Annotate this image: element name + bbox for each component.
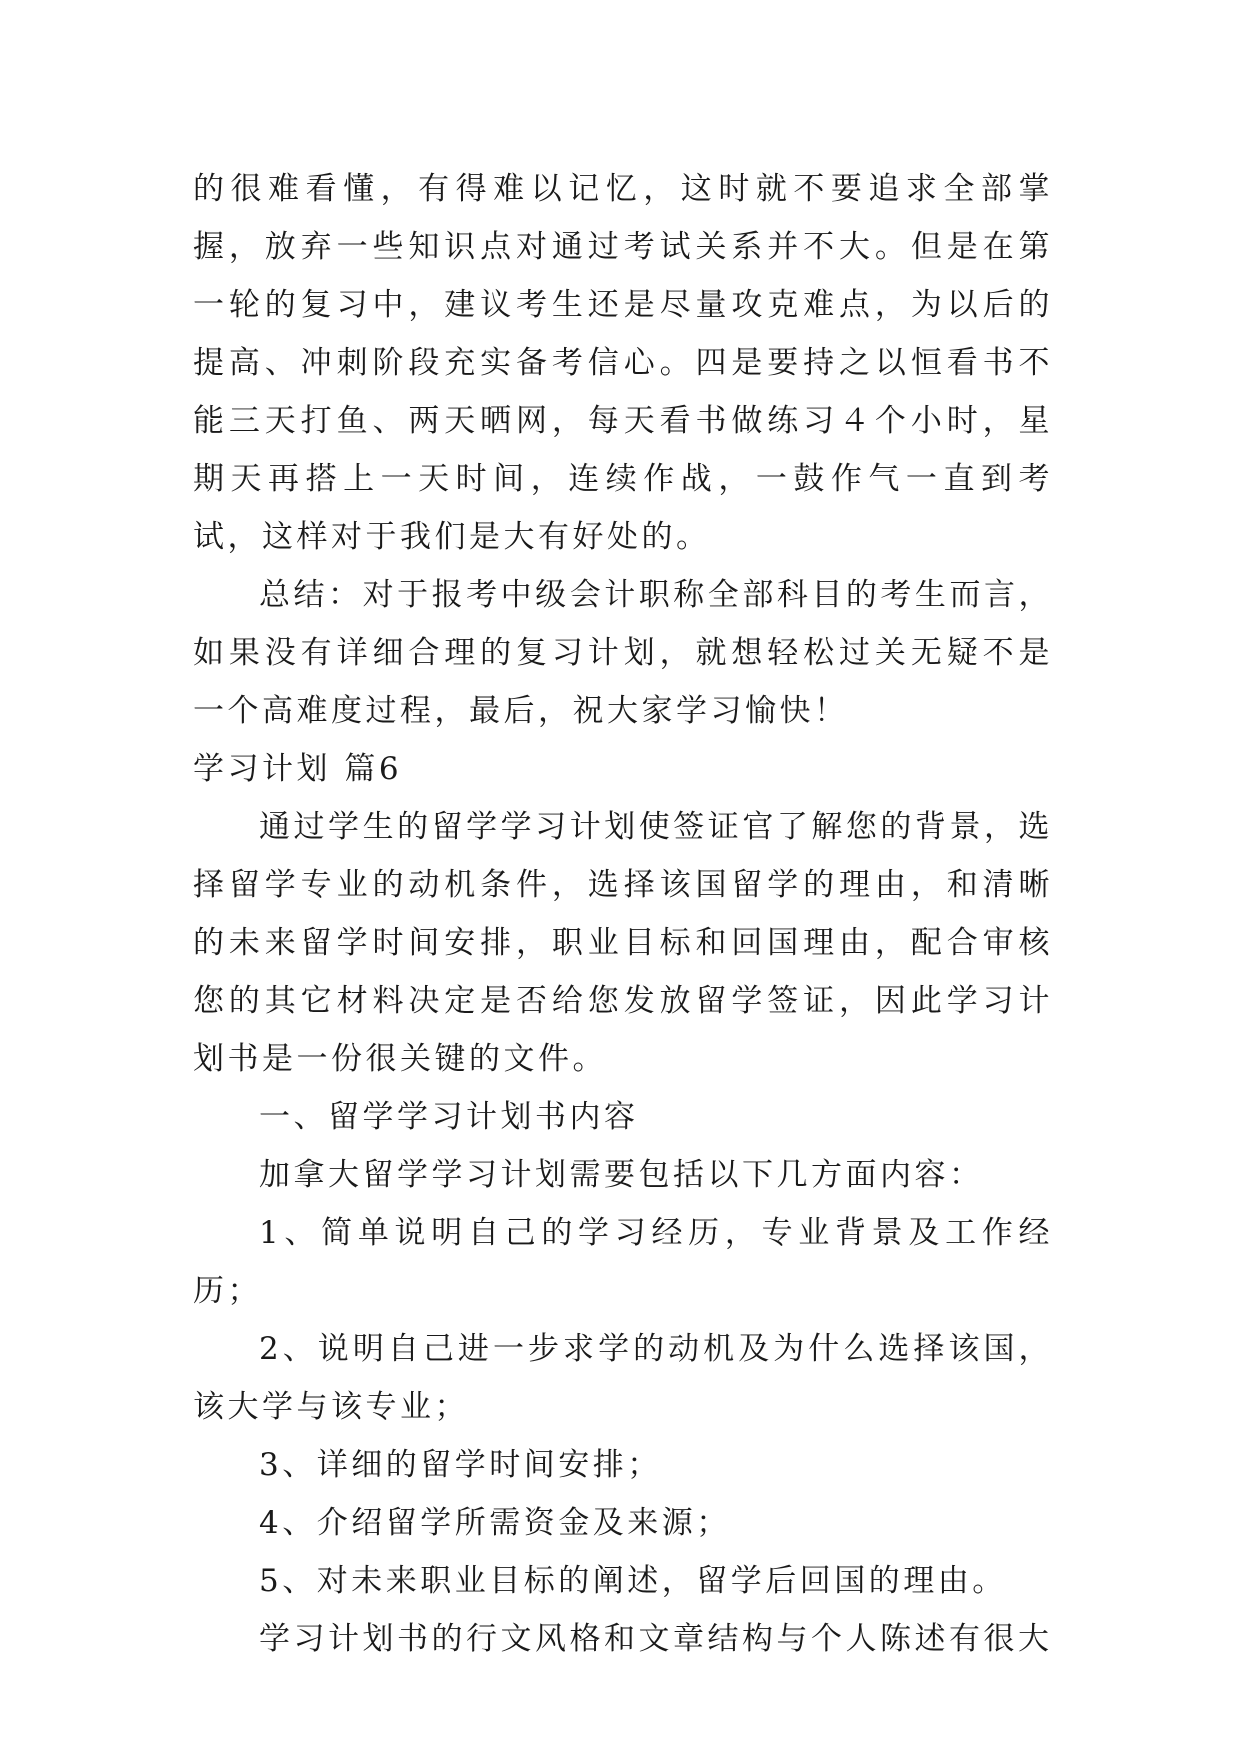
list-item-3: 3、详细的留学时间安排；	[259, 1447, 662, 1483]
paragraph-style-note: 学习计划书的行文风格和文章结构与个人陈述有很大	[259, 1621, 1053, 1657]
subheading-content: 一、留学学习计划书内容	[259, 1099, 639, 1135]
list-item-4: 4、介绍留学所需资金及来源；	[259, 1505, 731, 1541]
paragraph-intro: 通过学生的留学学习计划使签证官了解您的背景，选择留学专业的动机条件，选择该国留学的理由，和清晰的未来留学时间安排，职业目标和回国理由，配合审核您的其它材料决定是否给您发放留学签证，因此学习计划书是一份很关键的文件。	[193, 809, 1053, 1077]
paragraph-continued: 的很难看懂，有得难以记忆，这时就不要追求全部掌握，放弃一些知识点对通过考试关系并不大。但是在第一轮的复习中，建议考生还是尽量攻克难点，为以后的提高、冲刺阶段充实备考信心。四是要持之以恒看书不能三天打鱼、两天晒网，每天看书做练习４个小时，星期天再搭上一天时间，连续作战，一鼓作气一直到考试，这样对于我们是大有好处的。	[193, 171, 1053, 555]
document-page	[193, 160, 1053, 1668]
section-heading: 学习计划 篇6	[193, 751, 403, 787]
list-item-2: 2、说明自己进一步求学的动机及为什么选择该国，该大学与该专业；	[193, 1331, 1053, 1425]
list-item-5: 5、对未来职业目标的阐述，留学后回国的理由。	[259, 1563, 1007, 1599]
list-item-1: 1、简单说明自己的学习经历，专业背景及工作经历；	[193, 1215, 1053, 1309]
paragraph-summary: 总结：对于报考中级会计职称全部科目的考生而言，如果没有详细合理的复习计划，就想轻松过关无疑不是一个高难度过程，最后，祝大家学习愉快！	[193, 577, 1053, 729]
paragraph-content-lead: 加拿大留学学习计划需要包括以下几方面内容：	[259, 1157, 984, 1193]
